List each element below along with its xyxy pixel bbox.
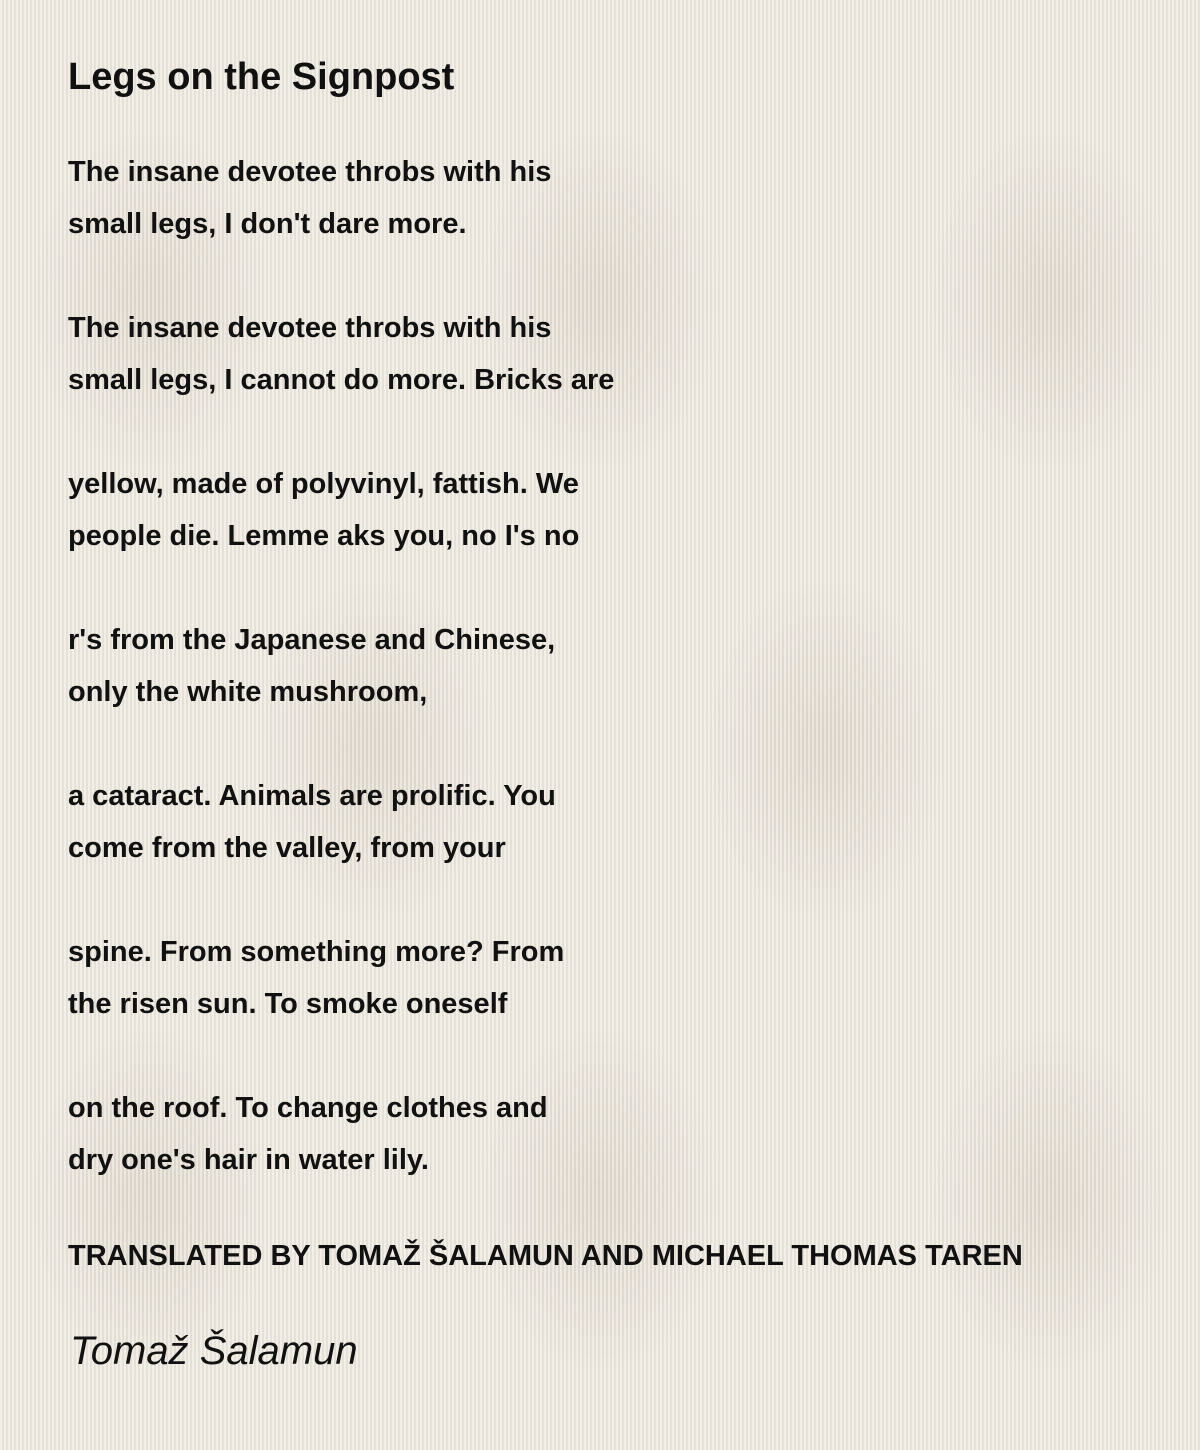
poem-line: The insane devotee throbs with his: [68, 156, 552, 188]
stanza-2: [68, 302, 1168, 406]
poem-line: on the roof. To change clothes and: [68, 1092, 548, 1124]
stanza-5: [68, 770, 1168, 874]
poet-name: Tomaž Šalamun: [70, 1329, 358, 1373]
stanza-6: [68, 926, 1168, 1030]
poem-body: [68, 146, 1168, 1186]
poem-line: small legs, I don't dare more.: [68, 208, 467, 240]
poem-line: come from the valley, from your: [68, 832, 506, 864]
poem-line: yellow, made of polyvinyl, fattish. We: [68, 468, 579, 500]
poem-line: spine. From something more? From: [68, 936, 565, 968]
poem-line: a cataract. Animals are prolific. You: [68, 780, 556, 812]
stanza-4: [68, 614, 1168, 718]
poem-line: The insane devotee throbs with his: [68, 312, 552, 344]
stanza-1: [68, 146, 1168, 250]
poem-page: [68, 52, 1168, 1376]
poem-line: dry one's hair in water lily.: [68, 1144, 429, 1176]
poem-line: the risen sun. To smoke oneself: [68, 988, 508, 1020]
poem-title: Legs on the Signpost: [68, 56, 455, 98]
stanza-7: [68, 1082, 1168, 1186]
translator-credit: TRANSLATED BY TOMAŽ ŠALAMUN AND MICHAEL THOMAS TAREN: [68, 1240, 1023, 1272]
poem-line: only the white mushroom,: [68, 676, 428, 708]
poem-line: people die. Lemme aks you, no I's no: [68, 520, 580, 552]
stanza-3: [68, 458, 1168, 562]
poem-line: small legs, I cannot do more. Bricks are: [68, 364, 615, 396]
poem-line: r's from the Japanese and Chinese,: [68, 624, 556, 656]
